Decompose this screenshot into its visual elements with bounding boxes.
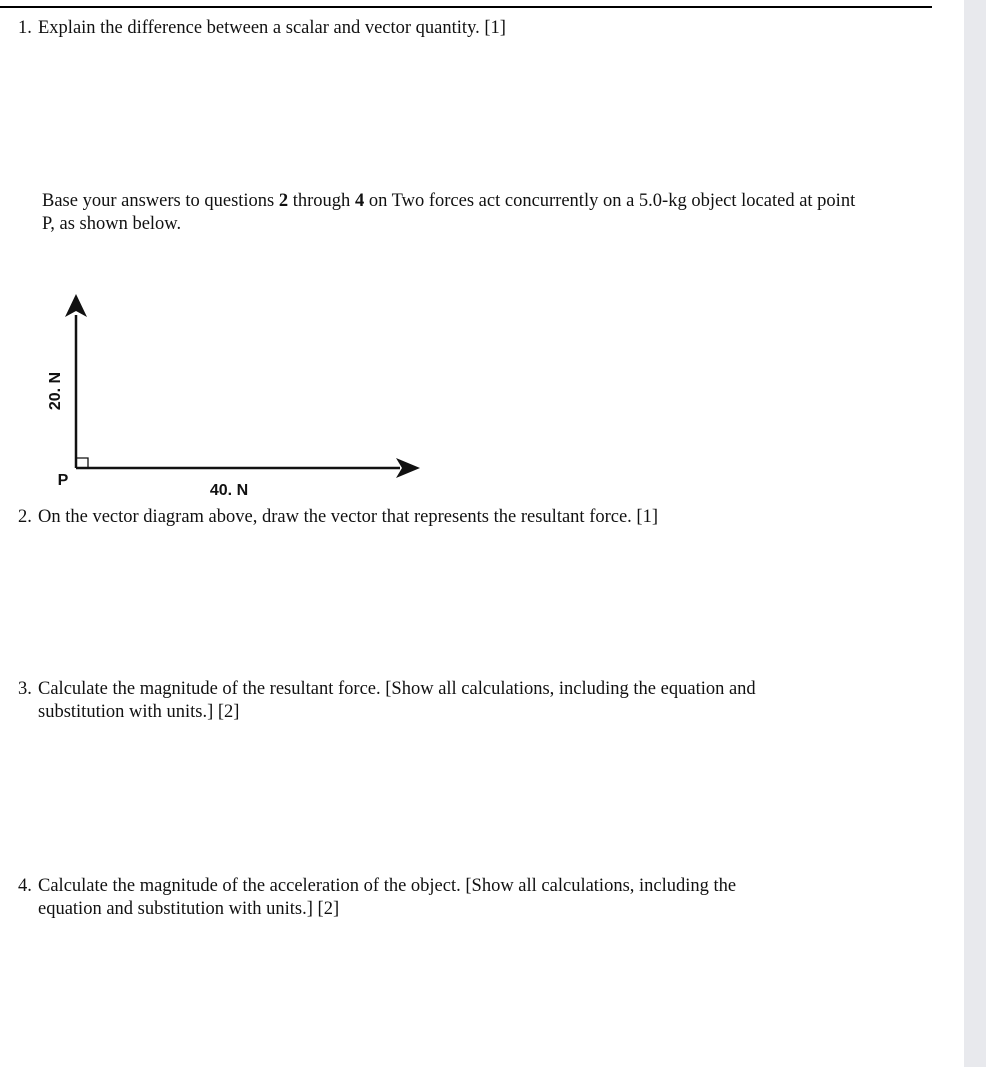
question-4-line-2: equation and substitution with units.] [2] — [38, 899, 340, 919]
intro-bold-2: 2 — [278, 191, 289, 211]
question-1-text: Explain the difference between a scalar and vector quantity. [1] — [38, 18, 506, 38]
question-4-line-1: Calculate the magnitude of the acceleration of the object. [Show all calculations, including the — [38, 876, 737, 896]
vertical-force-arrowhead — [65, 294, 87, 317]
vector-diagram-svg — [30, 285, 430, 505]
intro-part-3: on Two forces act concurrently on a 5.0-kg object located at point P, as shown below. — [42, 191, 856, 234]
intro-part-2: through — [288, 191, 355, 211]
scrollbar-track[interactable] — [964, 0, 986, 1067]
horizontal-force-label: 40. N — [209, 482, 249, 499]
vertical-force-label: 20. N — [47, 371, 64, 411]
right-angle-marker — [76, 458, 88, 468]
question-3-number: 3. — [18, 679, 32, 699]
question-2-number: 2. — [18, 507, 32, 527]
question-2 — [18, 506, 658, 529]
question-intro — [42, 190, 862, 236]
intro-bold-4: 4 — [354, 191, 365, 211]
question-4-number: 4. — [18, 876, 32, 896]
vector-diagram — [30, 285, 430, 505]
question-1-number: 1. — [18, 18, 32, 38]
point-p-label: P — [57, 472, 69, 489]
top-divider — [0, 6, 932, 8]
question-3-line-1: Calculate the magnitude of the resultant force. [Show all calculations, including the equation and — [38, 679, 756, 699]
intro-part-1: Base your answers to questions — [42, 191, 279, 211]
question-3 — [18, 678, 838, 724]
question-1 — [18, 17, 506, 40]
question-3-line-2: substitution with units.] [2] — [38, 702, 240, 722]
question-4 — [18, 875, 838, 921]
question-2-text: On the vector diagram above, draw the vector that represents the resultant force. [1] — [38, 507, 659, 527]
